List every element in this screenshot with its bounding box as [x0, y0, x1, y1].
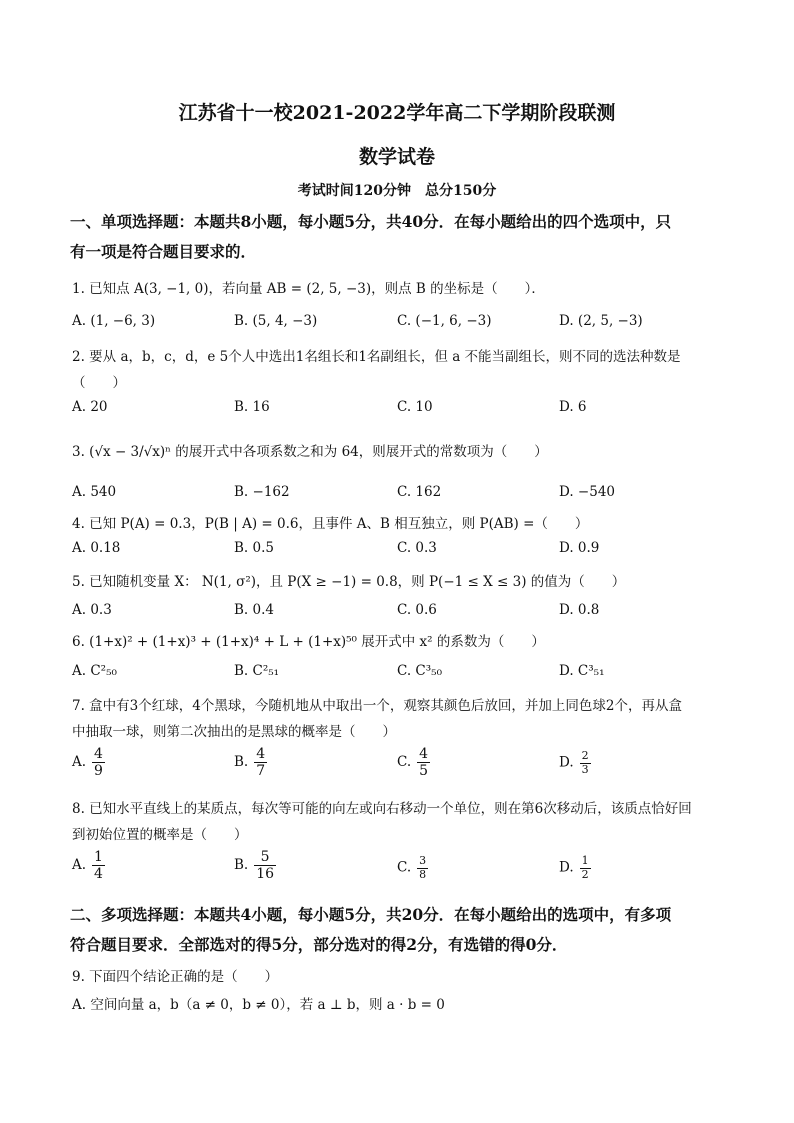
- section1-heading-line2: 有一项是符合题目要求的．: [70, 242, 257, 261]
- exam-info: 考试时间120分钟 总分150分: [297, 183, 497, 199]
- q3-option-b: B. −162: [234, 484, 290, 500]
- q4-stem: 4. 已知 P(A) = 0.3，P(B | A) = 0.6，且事件 A、B 相互独立，则 P(AB) =（ ）: [72, 516, 589, 532]
- q3-stem: 3. (√x − 3/√x)ⁿ 的展开式中各项系数之和为 64，则展开式的常数项为（ ）: [72, 444, 548, 460]
- q1-option-c: C. (−1, 6, −3): [397, 313, 492, 329]
- q8-option-d-label: D.: [559, 859, 574, 876]
- q8-d-numerator: 1: [581, 854, 589, 867]
- q8-option-d-fraction: [580, 855, 591, 881]
- q2-option-b: B. 16: [234, 399, 270, 415]
- q6-option-c: C. C³₅₀: [397, 663, 442, 679]
- q7-option-d-label: D.: [559, 754, 574, 771]
- q7-option-a-label: A.: [72, 754, 87, 771]
- q7-a-numerator: 4: [94, 746, 103, 762]
- q3-option-d: D. −540: [559, 484, 616, 500]
- q6-stem: 6. (1+x)² + (1+x)³ + (1+x)⁴ + L + (1+x)⁵⁰ 展开式中 x² 的系数为（ ）: [72, 634, 545, 650]
- q8-b-numerator: 5: [254, 849, 276, 866]
- q1-option-a: A. (1, −6, 3): [72, 313, 156, 329]
- q9-stem: 9. 下面四个结论正确的是（ ）: [72, 969, 279, 985]
- q7-stem-line1: 7. 盒中有3个红球，4个黑球，今随机地从中取出一个，观察其颜色后放回，并加上同色球2个，再从盒: [72, 698, 682, 714]
- q8-stem-line1: 8. 已知水平直线上的某质点，每次等可能的向左或向右移动一个单位，则在第6次移动后，该质点恰好回: [72, 801, 692, 817]
- q7-option-b-label: B.: [234, 754, 249, 771]
- q8-a-denominator: 4: [94, 866, 103, 883]
- q8-option-a-label: A.: [72, 857, 87, 874]
- q4-option-c: C. 0.3: [397, 540, 437, 556]
- q5-stem: 5. 已知随机变量 X： N(1, σ²)，且 P(X ≥ −1) = 0.8，则 P(−1 ≤ X ≤ 3) 的值为（ ）: [72, 574, 626, 590]
- q7-option-c: [397, 746, 430, 779]
- q1-stem: 1. 已知点 A(3, −1, 0)，若向量 AB = (2, 5, −3)，则点 B 的坐标是（ ）．: [72, 281, 545, 297]
- q7-b-numerator: 4: [256, 746, 266, 762]
- q7-option-d-fraction: [580, 750, 591, 776]
- q7-stem-line2: 中抽取一球，则第二次抽出的是黑球的概率是（ ）: [72, 724, 396, 740]
- q7-option-d: [559, 750, 591, 776]
- q8-option-c: [397, 855, 428, 881]
- section2-heading-line2: 符合题目要求．全部选对的得5分，部分选对的得2分，有选错的得0分．: [70, 935, 568, 954]
- q3-option-c: C. 162: [397, 484, 442, 500]
- q3-option-a: A. 540: [72, 484, 117, 500]
- q7-a-denominator: 9: [94, 763, 103, 780]
- q8-option-b-fraction: [254, 849, 276, 882]
- q2-option-a: A. 20: [72, 399, 108, 415]
- q8-stem-line2: 到初始位置的概率是（ ）: [72, 827, 248, 843]
- q6-option-d: D. C³₅₁: [559, 663, 605, 679]
- q9-option-a: A. 空间向量 a，b（a ≠ 0，b ≠ 0），若 a ⊥ b，则 a · b = 0: [72, 997, 445, 1013]
- q2-option-c: C. 10: [397, 399, 433, 415]
- q8-option-b-label: B.: [234, 857, 249, 874]
- q7-option-c-label: C.: [397, 754, 412, 771]
- q7-option-c-fraction: [417, 746, 430, 779]
- q8-a-numerator: 1: [94, 849, 103, 865]
- q8-option-c-label: C.: [397, 859, 412, 876]
- q2-option-d: D. 6: [559, 399, 587, 415]
- exam-title: 江苏省十一校2021-2022学年高二下学期阶段联测: [178, 102, 616, 124]
- exam-subtitle: 数学试卷: [358, 146, 435, 168]
- q4-option-d: D. 0.9: [559, 540, 600, 556]
- q7-d-denominator: 3: [581, 762, 589, 776]
- q8-option-c-fraction: [417, 855, 428, 881]
- q7-c-denominator: 5: [419, 763, 429, 780]
- q8-d-denominator: 2: [581, 867, 589, 881]
- q7-c-numerator: 4: [419, 746, 429, 762]
- q7-option-a-fraction: [92, 746, 105, 779]
- q4-option-b: B. 0.5: [234, 540, 274, 556]
- q7-option-a: [72, 746, 105, 779]
- q6-option-a: A. C²₅₀: [72, 663, 117, 679]
- q8-option-d: [559, 855, 591, 881]
- q8-c-denominator: 8: [419, 867, 427, 881]
- section1-heading-line1: 一、单项选择题：本题共8小题，每小题5分，共40分．在每小题给出的四个选项中，只: [70, 212, 672, 231]
- section2-heading-line1: 二、多项选择题：本题共4小题，每小题5分，共20分．在每小题给出的选项中，有多项: [70, 905, 672, 924]
- q8-option-a: [72, 849, 105, 882]
- q2-stem-line1: 2. 要从 a，b，c，d，e 5个人中选出1名组长和1名副组长，但 a 不能当副组长，则不同的选法种数是: [72, 349, 681, 365]
- q7-option-b: [234, 746, 267, 779]
- q5-option-a: A. 0.3: [72, 602, 112, 618]
- q2-stem-line2: （ ）: [72, 375, 126, 391]
- q6-option-b: B. C²₅₁: [234, 663, 280, 679]
- q4-option-a: A. 0.18: [72, 540, 121, 556]
- q8-option-a-fraction: [92, 849, 105, 882]
- q8-c-numerator: 3: [419, 854, 427, 867]
- q8-b-denominator: 16: [256, 866, 275, 883]
- q5-option-c: C. 0.6: [397, 602, 437, 618]
- q7-b-denominator: 7: [256, 763, 266, 780]
- q5-option-d: D. 0.8: [559, 602, 600, 618]
- q7-d-numerator: 2: [581, 749, 589, 762]
- q1-option-d: D. (2, 5, −3): [559, 313, 643, 329]
- q8-option-b: [234, 849, 276, 882]
- q7-option-b-fraction: [254, 746, 267, 779]
- q5-option-b: B. 0.4: [234, 602, 274, 618]
- q1-option-b: B. (5, 4, −3): [234, 313, 318, 329]
